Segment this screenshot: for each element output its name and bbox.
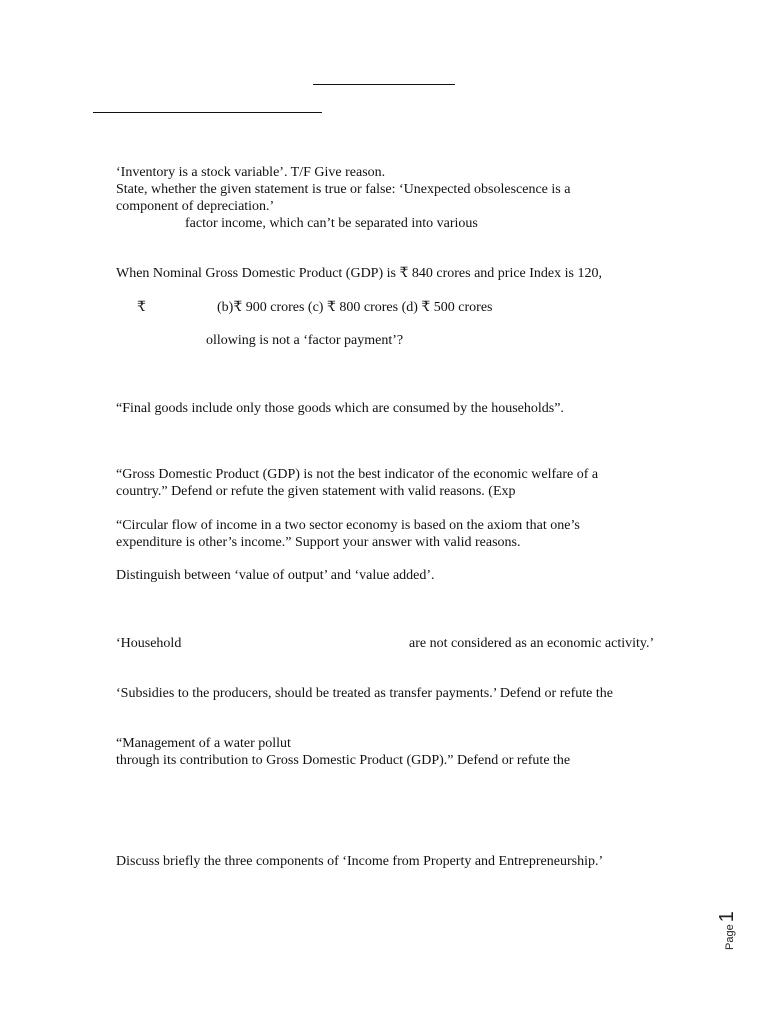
question-line: “Management of a water pollut [116, 736, 291, 751]
question-line: through its contribution to Gross Domestic Product (GDP).” Defend or refute the [116, 753, 571, 768]
question-line: country.” Defend or refute the given statement with valid reasons. (Exp [116, 484, 516, 499]
question-line: “Circular flow of income in a two sector economy is based on the axiom that one’s [116, 518, 580, 533]
option-line: (b)₹ 900 crores (c) ₹ 800 crores (d) ₹ 500 crores [217, 300, 493, 315]
question-line: “Gross Domestic Product (GDP) is not the best indicator of the economic welfare of a [116, 467, 599, 482]
question-line: ‘Inventory is a stock variable’. T/F Give reason. [116, 165, 386, 180]
question-line: Discuss briefly the three components of ‘Income from Property and Entrepreneurship.’ [116, 854, 604, 869]
question-line: expenditure is other’s income.” Support your answer with valid reasons. [116, 535, 521, 550]
page-number-label [712, 912, 742, 952]
option-line: ₹ [137, 300, 146, 315]
page-number: 1 [716, 911, 738, 923]
question-line: Distinguish between ‘value of output’ and ‘value added’. [116, 568, 435, 583]
question-line: factor income, which can’t be separated into various [185, 216, 478, 231]
question-line: component of depreciation.’ [116, 199, 275, 214]
header-underline [93, 112, 322, 113]
question-line: “Final goods include only those goods which are consumed by the households”. [116, 401, 564, 416]
title-underline [313, 84, 455, 85]
question-line: State, whether the given statement is true or false: ‘Unexpected obsolescence is a [116, 182, 571, 197]
page-word: Page [724, 924, 736, 950]
question-line: When Nominal Gross Domestic Product (GDP) is ₹ 840 crores and price Index is 120, [116, 266, 602, 281]
question-line: ‘Household [116, 636, 182, 651]
question-line: ollowing is not a ‘factor payment’? [206, 333, 404, 348]
question-line: are not considered as an economic activity.’ [409, 636, 655, 651]
question-line: ‘Subsidies to the producers, should be treated as transfer payments.’ Defend or refute the [116, 686, 613, 701]
